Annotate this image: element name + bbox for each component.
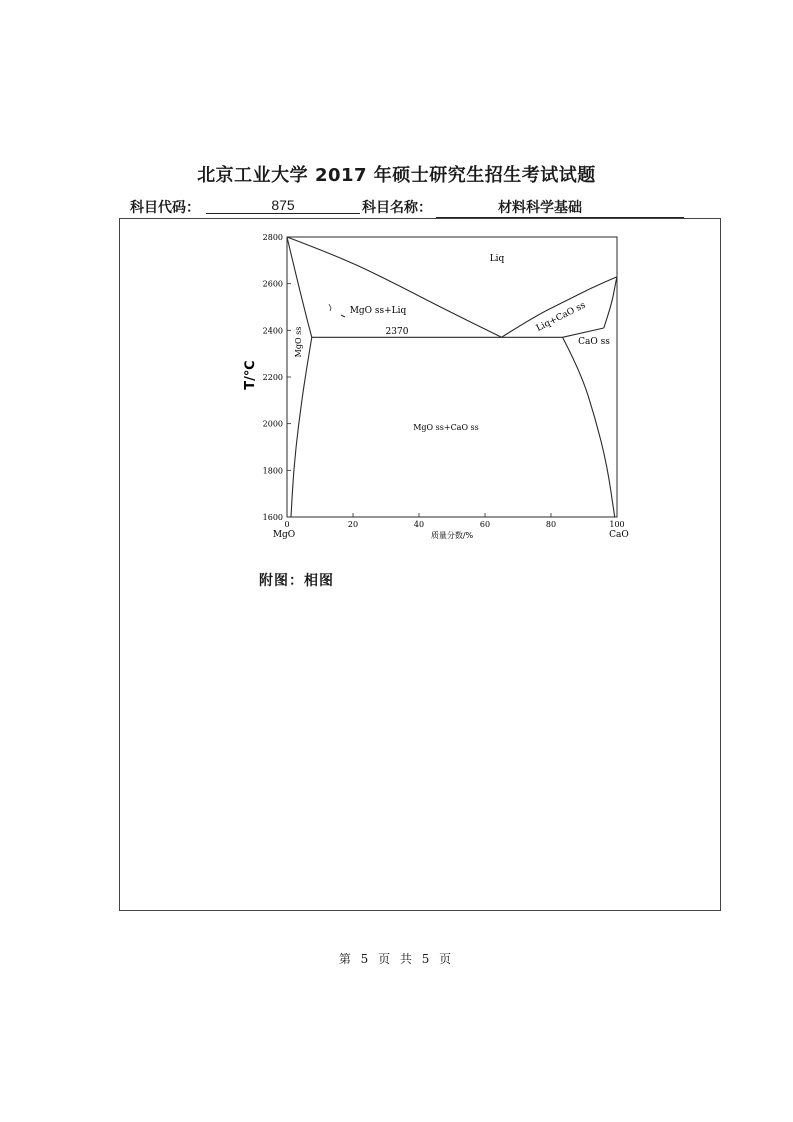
scan-mark [341, 315, 345, 317]
y-tick-label: 2400 [262, 326, 283, 336]
x-end-label-mgo: MgO [272, 530, 296, 540]
phase-boundary-1 [502, 277, 618, 338]
region-label-two-solid: MgO ss+CaO ss [413, 423, 479, 432]
phase-boundary-0 [287, 237, 502, 337]
page-number: 第 5 页 共 5 页 [338, 952, 455, 966]
x-tick-label: 0 [284, 520, 290, 529]
x-tick-label: 40 [413, 520, 425, 529]
phase-boundary-5 [291, 337, 312, 517]
phase-boundary-2 [287, 237, 312, 337]
exam-title: 北京工业大学 2017 年硕士研究生招生考试试题 [197, 165, 596, 186]
subject-code-value: 875 [206, 197, 360, 214]
x-tick-label: 60 [479, 520, 491, 529]
y-tick-label: 1800 [262, 466, 283, 476]
region-label-mgo-ss: MgO ss [294, 326, 303, 358]
region-label-liq-cao: Liq+CaO ss [534, 300, 588, 334]
y-tick-label: 2000 [262, 419, 283, 429]
x-tick-label: 20 [347, 520, 359, 529]
subject-name-value: 材料科学基础 [436, 197, 684, 218]
phase-boundaries [287, 237, 617, 517]
region-label-liq: Liq [489, 254, 505, 264]
x-tick-label: 100 [609, 520, 625, 529]
eutectic-temperature-label: 2370 [385, 327, 409, 337]
y-tick-label: 2200 [262, 373, 283, 382]
x-axis-label: 质量分数/% [430, 531, 474, 540]
y-tick-label: 1600 [262, 513, 283, 522]
y-tick-label: 2800 [262, 233, 283, 242]
plot-frame [287, 237, 617, 517]
phase-boundary-6 [563, 337, 615, 517]
x-end-label-cao: CaO [609, 530, 629, 540]
subject-name-label: 科目名称： [362, 200, 432, 216]
y-tick-label: 2600 [262, 279, 283, 289]
subject-code-label: 科目代码： [130, 200, 200, 216]
x-tick-label: 80 [545, 520, 557, 529]
region-label-cao-ss: CaO ss [578, 337, 610, 347]
y-axis-label: T/℃ [243, 360, 258, 390]
axis-ticks [263, 233, 625, 529]
phase-boundary-7 [563, 328, 604, 337]
region-label-mgo-liq: MgO ss+Liq [349, 306, 407, 316]
phase-boundary-3 [604, 277, 617, 328]
scan-mark [329, 304, 331, 311]
figure-caption: 附图：相图 [259, 573, 334, 589]
